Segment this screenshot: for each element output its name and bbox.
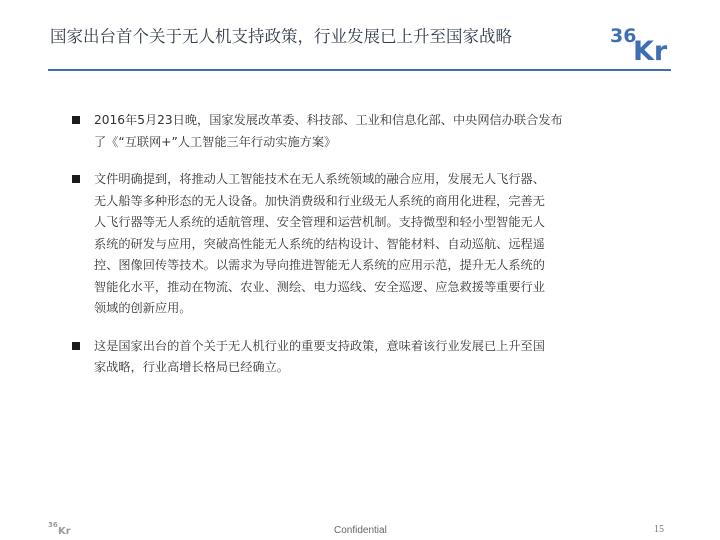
bullet-text [94,110,632,153]
bullet-line: 控、图像回传等技术。以需求为导向推进智能无人系统的应用示范，提升无人系统的 [94,258,545,272]
bullet-square-icon [72,116,80,124]
page-number: 15 [654,524,664,535]
slide-title: 国家出台首个关于无人机支持政策，行业发展已上升至国家战略 [50,27,512,46]
bullet-item [72,110,632,153]
bullet-square-icon [72,175,80,183]
bullet-line: 系统的研发与应用，突破高性能无人系统的结构设计、智能材料、自动巡航、远程遥 [94,236,545,251]
confidential-label: Confidential [334,525,387,536]
footer-logo-digits: 36 [48,521,58,529]
title-divider [48,69,671,71]
bullet-line: 智能化水平，推动在物流、农业、测绘、电力巡线、安全巡逻、应急救援等重要行业 [94,279,545,294]
bullet-line: 文件明确提到，将推动人工智能技术在无人系统领域的融合应用，发展无人飞行器、 [94,172,545,186]
bullet-line: 无人船等多种形态的无人设备。加快消费级和行业级无人系统的商用化进程，完善无 [94,193,545,208]
bullet-line: 家战略，行业高增长格局已经确立。 [94,360,289,374]
footer-logo-letters: Kr [58,526,71,535]
bullet-line: 人飞行器等无人系统的适航管理、安全管理和运营机制。支持微型和轻小型智能无人 [94,215,545,229]
bullet-line: 2016年5月23日晚，国家发展改革委、科技部、工业和信息化部、中央网信办联合发布 [94,113,563,127]
bullet-item [72,336,632,379]
bullet-line: 领域的创新应用。 [94,301,192,315]
bullet-line: 了《“互联网+”人工智能三年行动实施方案》 [94,134,337,149]
bullet-line: 这是国家出台的首个关于无人机行业的重要支持政策，意味着该行业发展已上升至国 [94,338,545,353]
logo-digits: 36 [610,25,637,47]
bullet-list [72,110,632,395]
bullet-item [72,169,632,320]
bullet-text [94,336,632,379]
logo-letters: Kr [633,36,668,62]
36kr-logo [609,22,675,62]
bullet-text [94,169,632,320]
bullet-square-icon [72,342,80,350]
footer-36kr-logo [48,519,76,535]
